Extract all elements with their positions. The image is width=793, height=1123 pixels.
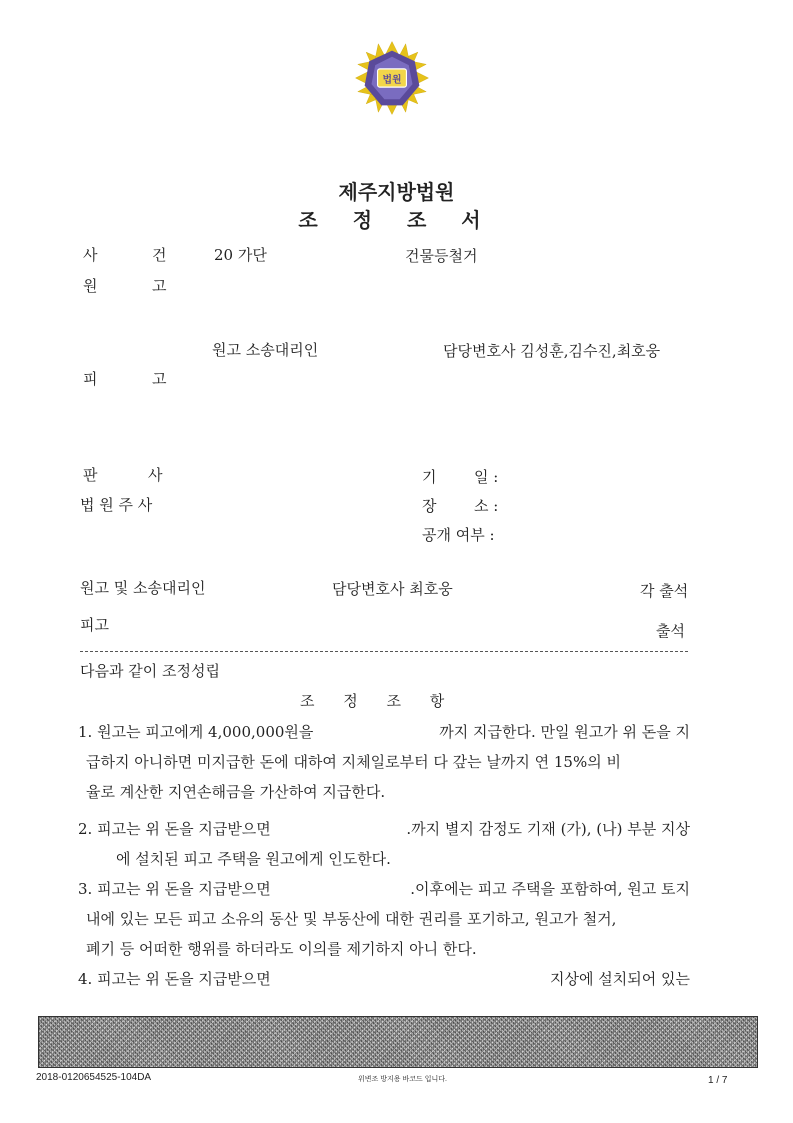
anti-forgery-barcode [38, 1016, 758, 1068]
attendance-plaintiff-side: 원고 및 소송대리인 [80, 579, 206, 597]
term-3-text-b: .이후에는 피고 주택을 포함하여, 원고 토지 [410, 880, 690, 898]
hearing-date-label-2: 일 : [474, 468, 499, 486]
court-name: 제주지방법원 [338, 180, 455, 204]
document-id: 2018-0120654525-104DA [36, 1072, 152, 1083]
mediation-terms-title: 조 정 조 항 [300, 692, 457, 710]
attendance-plaintiff-lawyer: 담당변호사 최호웅 [332, 580, 453, 598]
plaintiff-agent-label: 원고 소송대리인 [212, 341, 319, 359]
term-3-line-3: 폐기 등 어떠한 행위를 하더라도 이의를 제기하지 아니 한다. [86, 940, 477, 958]
term-1-text-b: 까지 지급한다. 만일 원고가 위 돈을 지 [439, 723, 690, 741]
term-3-text-a: 피고는 위 돈을 지급받으면 [97, 880, 271, 898]
term-item-3 [78, 874, 690, 964]
term-4-text-a: 피고는 위 돈을 지급받으면 [97, 970, 271, 988]
plaintiff-agent-lawyers: 담당변호사 김성훈,김수진,최호웅 [443, 342, 661, 360]
term-1-line-3: 율로 계산한 지연손해금을 가산하여 지급한다. [86, 783, 386, 801]
term-3-line-2: 내에 있는 모든 피고 소유의 동산 및 부동산에 대한 권리를 포기하고, 원고가 철거, [86, 910, 617, 928]
term-item-1 [78, 717, 690, 807]
term-1-number: 1. [78, 723, 93, 741]
term-2-line-2: 에 설치된 피고 주택을 원고에게 인도한다. [116, 850, 391, 868]
attendance-defendant-status: 출석 [656, 622, 685, 640]
page-number: 1 / 7 [708, 1075, 728, 1086]
term-3-number: 3. [78, 880, 93, 898]
document-title: 조 정 조 서 [298, 208, 495, 232]
attendance-plaintiff-status: 각 출석 [640, 582, 689, 600]
hearing-date-label-1: 기 [422, 468, 437, 486]
hearing-place-label-1: 장 [422, 497, 437, 515]
plaintiff-label-1: 원 [83, 277, 98, 295]
term-4-number: 4. [78, 970, 93, 988]
term-2-text-a: 피고는 위 돈을 지급받으면 [97, 820, 271, 838]
case-label-1: 사 [83, 246, 98, 264]
term-2-text-b: .까지 별지 감정도 기재 (가), (나) 부분 지상 [406, 820, 690, 838]
court-seal-logo [354, 40, 430, 116]
section-divider [80, 651, 688, 652]
public-status-label: 공개 여부 : [422, 526, 495, 544]
judge-label-2: 사 [148, 466, 163, 484]
case-label-2: 건 [152, 246, 167, 264]
mediation-intro: 다음과 같이 조정성립 [80, 662, 220, 680]
defendant-label-2: 고 [152, 370, 167, 388]
plaintiff-label-2: 고 [152, 277, 167, 295]
term-2-number: 2. [78, 820, 93, 838]
court-clerk-label: 법 원 주 사 [80, 496, 153, 514]
term-2-line-1-start [78, 814, 271, 844]
term-1-line-1-start [78, 717, 313, 747]
seal-text: 법원 [382, 74, 402, 86]
defendant-label-1: 피 [83, 370, 98, 388]
attendance-defendant: 피고 [80, 616, 109, 634]
term-item-2 [78, 814, 690, 874]
term-4-line-1-start [78, 964, 271, 994]
judge-label-1: 판 [83, 466, 98, 484]
hearing-place-label-2: 소 : [474, 497, 499, 515]
term-3-line-1-start [78, 874, 271, 904]
term-4-text-b: 지상에 설치되어 있는 [550, 970, 690, 988]
barcode-notice: 위변조 방지용 바코드 입니다. [358, 1076, 447, 1083]
term-item-4 [78, 964, 690, 994]
case-name: 건물등철거 [405, 247, 478, 265]
term-1-text-a: 원고는 피고에게 4,000,000원을 [97, 723, 314, 741]
term-1-line-2: 급하지 아니하면 미지급한 돈에 대하여 지체일로부터 다 갚는 날까지 연 15%의 비 [86, 753, 621, 771]
case-number: 20 가단 [214, 246, 267, 264]
